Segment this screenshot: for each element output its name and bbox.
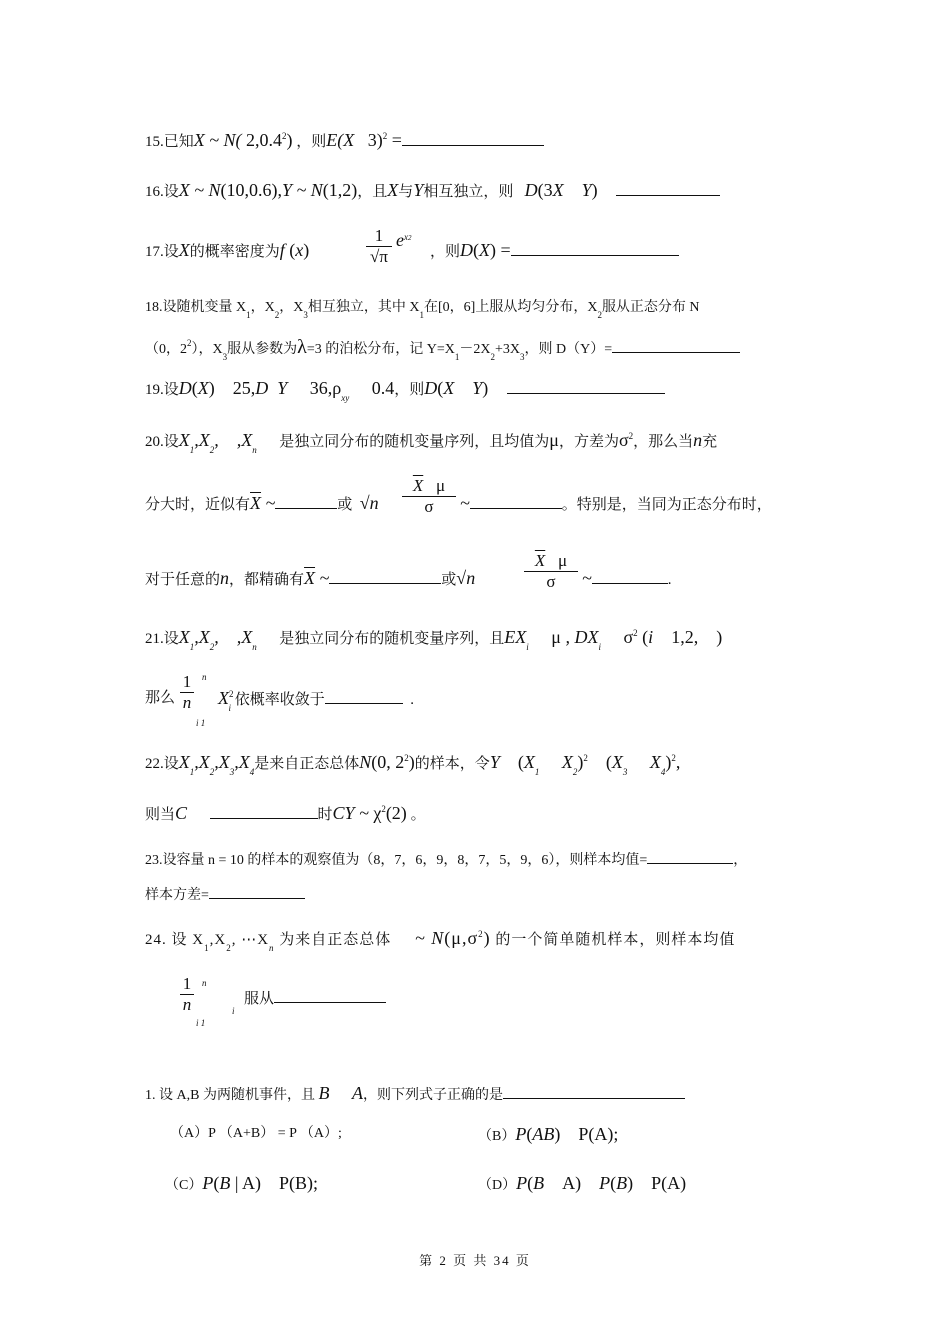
q21-answer-blank[interactable] (325, 689, 403, 704)
page-footer: 第 2 页 共 34 页 (419, 1253, 531, 1268)
q16-formula-x: X ~ N(10,0.6),Y ~ N(1,2) (178, 180, 358, 200)
question-21-line2 (145, 688, 175, 708)
q22-answer-blank[interactable] (210, 804, 318, 819)
q20-text-6: 分大时，近似有 (145, 497, 251, 513)
q20-blank-3[interactable] (329, 569, 441, 584)
q17-formula-f: f (x) (279, 240, 310, 260)
question-22-line2 (145, 803, 426, 826)
q16-answer-blank[interactable] (616, 181, 720, 196)
question-16 (145, 180, 720, 202)
question-19 (145, 378, 665, 401)
cq1-option-d[interactable] (478, 1173, 686, 1196)
q17-fraction: $\frac{1}{√\pi}$ (366, 226, 392, 267)
question-24-line2 (244, 988, 386, 1009)
q22-text-1: 22.设 (145, 756, 179, 772)
question-22-line1 (145, 752, 680, 775)
cq1-option-d-formula: P(B A) P(B) P(A) (516, 1173, 687, 1193)
question-18-line1: 18.设随机变量 $X_1$，$X_2$，$X_3$相互独立，其中 $X_1$在[0，6]上服从均匀分布，$X_2$服从正态分布 N (145, 300, 700, 320)
q23-text-1: 23.设容量 n = 10 的样本的观察值为（8，7，6，9，8，7，5，9，6），则样本均值= (145, 853, 648, 868)
cq1-stem: 1. 设 A,B 为两随机事件，且 (145, 1088, 315, 1103)
q20-n2: n (220, 568, 230, 588)
q22-text-3: 的样本，令 (414, 756, 490, 772)
q20-text-3: ，方差为 (558, 434, 619, 450)
q20-xbar: $\overline{X}$ ~ (250, 493, 276, 513)
cq1-option-a[interactable] (170, 1124, 342, 1144)
cq1-option-c-label: （C） (165, 1178, 203, 1193)
question-18-line2: （0，$2^2$），$X_3$服从参数为λ=3 的泊松分布，记 $Y=X_1-2X_2+3X_3$，则 D（Y）= (145, 337, 740, 360)
q19-formula-dxy: D(X Y) (424, 378, 489, 398)
q21-text-2: 是独立同分布的随机变量序列，且 (279, 631, 505, 647)
q22-text-2: 是来自正态总体 (254, 756, 360, 772)
q20-sqrt-n: √n (359, 493, 379, 513)
q20-fraction-2: $\frac{\overline{X} \mu}{\sigma}$ (524, 551, 578, 592)
q17-text-density: 的概率密度为 (189, 244, 280, 260)
q21-text-1: 21.设 (145, 631, 179, 647)
q16-var-y: Y (413, 180, 424, 200)
question-15 (145, 130, 544, 153)
q20-mu: μ (549, 430, 559, 450)
q24-sum: $\frac{1}{n}$ n i 1 i (180, 974, 194, 1015)
q24-text-2: 为来自正态总体 (279, 932, 392, 948)
q20-xbar2: $\overline{X}$ ~ (304, 568, 330, 588)
q22-c: C (175, 803, 188, 823)
q18-text-3: ，X (279, 300, 304, 315)
q18-text-11: －2X (459, 342, 491, 357)
cq1-subset: B A (318, 1083, 363, 1103)
q22-y-formula: Y ($X_1$ $X_2)^2$ ($X_3$ $X_4)^2$, (489, 752, 681, 777)
choice-question-1 (145, 1083, 685, 1106)
q22-text-4: 则当 (145, 807, 176, 823)
q18-text-6: 服从正态分布 N (601, 300, 700, 315)
q20-fraction-1: $\frac{\overline{X} \mu}{\sigma}$ (402, 476, 456, 517)
question-21-line1 (145, 627, 722, 650)
q16-formula-var: D(3X Y) (524, 180, 598, 200)
cq1-option-c[interactable] (165, 1173, 318, 1196)
question-23-line2 (145, 884, 305, 906)
question-23-line1 (145, 849, 747, 871)
q20-text-11: 或 (441, 572, 457, 588)
q15-answer-blank[interactable] (402, 131, 544, 146)
question-20-line1 (145, 430, 717, 453)
q18-answer-blank[interactable] (612, 338, 740, 353)
q19-prefix: 19.设 (145, 382, 179, 398)
q22-sample: $X_1,X_2,X_3,X_4$ (178, 752, 255, 777)
cq1-option-c-formula: P(B | A) P(B); (202, 1173, 318, 1193)
q24-text-1: 24. 设 X (145, 932, 205, 948)
q18-text-7: （0，2 (145, 342, 187, 357)
q18-text-4: 相互独立，其中 X (307, 300, 420, 315)
q24-text-4: 服从 (244, 991, 275, 1007)
q18-text-2: ，X (250, 300, 275, 315)
q20-blank-2[interactable] (470, 494, 562, 509)
q16-text-indep: 相互独立，则 (423, 184, 514, 200)
q20-n: n (693, 430, 703, 450)
q24-text-3: 的一个简单随机样本，则样本均值 (495, 932, 736, 948)
cq1-option-b-label: （B） (478, 1129, 516, 1144)
q17-tail (430, 240, 679, 262)
question-20-line2 (145, 493, 379, 515)
q18-text-12: +3X (494, 342, 520, 357)
q20-text-5: 充 (702, 434, 718, 450)
q15-prefix: 15.已知 (145, 134, 194, 150)
q23-blank-var[interactable] (209, 884, 305, 899)
q21-seq: $X_1,X_2$, $,X_n$ (178, 627, 257, 652)
cq1-option-b-formula: P(AB) P(A); (515, 1124, 619, 1144)
q23-text-2: ， (733, 853, 748, 868)
q20-text-4: ，那么当 (633, 434, 694, 450)
q20-blank-1[interactable] (275, 494, 337, 509)
q23-text-3: 样本方差= (145, 888, 209, 903)
q20-seq: $X_1,X_2$, $,X_n$ (178, 430, 257, 455)
q17-text-then: ，则 (430, 244, 461, 260)
q18-text-8: ），X (191, 342, 223, 357)
q21-formula: $EX_i$ μ , $DX_i$ $\sigma^2$ (i 1,2, ) (504, 627, 723, 652)
question-20-line3 (145, 568, 475, 590)
q22-text-6: 。 (410, 807, 426, 823)
question-20-line2b: ~ 。特别是，当同为正态分布时， (460, 493, 772, 513)
q20-text-2: 是独立同分布的随机变量序列，且均值为 (279, 434, 550, 450)
q20-text-7: 或 (337, 497, 353, 513)
q19-answer-blank[interactable] (507, 379, 665, 394)
q16-prefix: 16.设 (145, 184, 179, 200)
q20-text-8: 。特别是，当同为正态分布时， (561, 497, 772, 513)
cq1-option-b[interactable] (478, 1124, 618, 1147)
q21-text-4: 依概率收敛于 (234, 692, 325, 708)
q18-text-9: 服从参数为 (227, 342, 298, 357)
q17-answer-blank[interactable] (511, 241, 679, 256)
q23-blank-mean[interactable] (647, 849, 733, 864)
question-20-line3b: ~ . (582, 568, 672, 588)
q21-sum: $\frac{1}{n}$ n i 1 (180, 672, 194, 713)
q15-formula-dist: X ~ N( 2,0.4$^2$) (193, 130, 293, 150)
question-17 (145, 240, 309, 262)
q24-answer-blank[interactable] (274, 988, 386, 1003)
q20-text-12: . (667, 572, 672, 588)
q24-normal: ~ $N(\mu,\sigma^2)$ (415, 928, 491, 948)
q17-formula-dx: D(X) = (460, 240, 511, 260)
q16-text-and: ，且 (357, 184, 388, 200)
q16-text-with: 与 (398, 184, 414, 200)
q18-text-1: 18.设随机变量 X (145, 300, 247, 315)
q15-then: ，则 (296, 134, 327, 150)
q17-var-x: X (178, 240, 190, 260)
cq1-stem-2: ，则下列式子正确的是 (362, 1088, 503, 1103)
cq1-option-d-label: （D） (478, 1178, 517, 1193)
q18-text-10: =3 的泊松分布，记 Y=X (306, 342, 455, 357)
q19-formula: D(X) 25,D Y $36,\rho_{xy}$ 0.4 (178, 378, 395, 403)
q22-normal: N(0, $2^2$) (359, 752, 415, 772)
q17-prefix: 17.设 (145, 244, 179, 260)
q20-sqrt-n2: √n (456, 568, 476, 588)
q20-text-1: 20.设 (145, 434, 179, 450)
q18-text-13: ，则 D（Y）= (524, 342, 613, 357)
q16-var-x: X (387, 180, 399, 200)
q20-sigma2: $\sigma^2$ (618, 430, 634, 450)
q21-text-3: 那么 (145, 690, 176, 706)
cq1-option-a-text: （A）P （A+B） = P （A）; (170, 1126, 342, 1141)
q20-blank-4[interactable] (592, 569, 668, 584)
q20-text-10: ，都精确有 (229, 572, 305, 588)
q22-text-5: 时 (317, 807, 333, 823)
cq1-answer-blank[interactable] (503, 1084, 685, 1099)
q18-text-5: 在[0，6]上服从均匀分布，X (424, 300, 598, 315)
q20-text-9: 对于任意的 (145, 572, 221, 588)
q19-text-then: ，则 (394, 382, 425, 398)
question-21-line2b: $X^2_i$ 依概率收敛于 . (218, 688, 415, 713)
q21-text-5: . (410, 692, 415, 708)
q17-formula-density: $\frac{1}{√\pi}$ $e^{x2}$ (366, 226, 412, 267)
q18-lambda: λ (297, 336, 307, 358)
question-24-line1: 24. 设 $X_1,X_2$, $\cdots X_n$ 为来自正态总体 ~ $N(\mu,\sigma^2)$ 的一个简单随机样本，则样本均值 (145, 928, 736, 953)
q22-chi: CY ~ $\chi^2(2)$ (332, 803, 407, 823)
q15-formula-exp: E(X 3)$^2$ = (326, 130, 402, 150)
